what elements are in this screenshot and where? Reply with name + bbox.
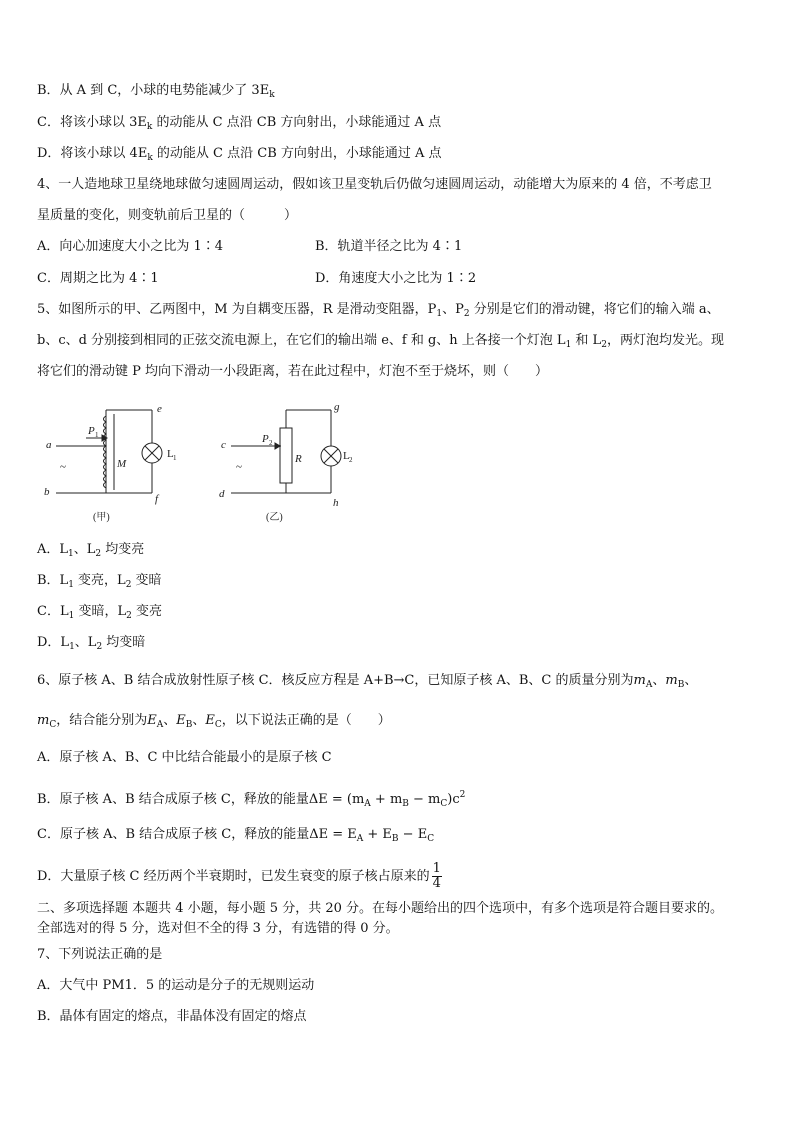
label-p1: P: [88, 425, 95, 437]
q6-stem-line1: 6、原子核 A、B 结合成放射性原子核 C．核反应方程是 A+B→C，已知原子核 A、B、C 的质量分别为$m_A$、$m_B$、: [37, 673, 698, 690]
section2-heading-line1: 二、多项选择题 本题共 4 小题，每小题 5 分，共 20 分。在每小题给出的四个选项中，有多个选项是符合题目要求的。: [37, 901, 724, 916]
label-h: h: [333, 497, 339, 509]
label-g: g: [334, 401, 340, 413]
q4-stem-line2: 星质量的变化，则变轨前后卫星的（ ）: [37, 208, 298, 223]
q6-option-b: B．原子核 A、B 结合成原子核 C，释放的能量$\Delta E = (m_A + m_B - m_C)c^2$: [37, 790, 466, 809]
label-l1: L: [167, 448, 174, 460]
q7-option-b: B．晶体有固定的熔点，非晶体没有固定的熔点: [37, 1009, 307, 1024]
q5-option-b: B．$L_1$ 变亮，$L_2$ 变暗: [37, 573, 162, 590]
q4-option-b: B．轨道半径之比为 4∶1: [315, 239, 463, 254]
circuit-yi: [231, 410, 341, 493]
label-p2: P: [262, 433, 269, 445]
section2-heading-line2: 全部选对的得 5 分，选对但不全的得 3 分，有选错的得 0 分。: [37, 921, 399, 936]
label-c: c: [221, 439, 226, 451]
circuit-jia: [56, 410, 162, 493]
q5-option-a: A．$L_1$、$L_2$ 均变亮: [37, 542, 145, 559]
fraction-one-quarter: $\frac{1}{4}$: [432, 861, 441, 891]
label-b: b: [44, 486, 50, 498]
q6-stem-line2: $m_C$，结合能分别为$E_A$、$E_B$、$E_C$，以下说法正确的是（ ）: [37, 713, 391, 730]
q3-option-c: C．将该小球以 $3E_k$ 的动能从 C 点沿 CB 方向射出，小球能通过 A 点: [37, 115, 442, 132]
q5-stem-line1: 5、如图所示的甲、乙两图中，M 为自耦变压器，R 是滑动变阻器，$P_1$、$P_2$ 分别是它们的滑动键，将它们的输入端 a、: [37, 302, 720, 319]
label-p1-sub: 1: [95, 431, 99, 439]
label-l1-sub: 1: [173, 454, 177, 462]
label-p2-sub: 2: [269, 439, 273, 447]
q4-stem-line1: 4、一人造地球卫星绕地球做匀速圆周运动，假如该卫星变轨后仍做匀速圆周运动，动能增大为原来的 4 倍，不考虑卫: [37, 177, 712, 192]
label-a: a: [46, 439, 52, 451]
q3-option-b: B．从 A 到 C，小球的电势能减少了 $3E_k$: [37, 83, 275, 100]
q4-option-d: D．角速度大小之比为 1∶2: [315, 271, 477, 286]
label-e: e: [157, 403, 162, 415]
caption-jia: (甲): [93, 512, 110, 523]
q5-stem-line3: 将它们的滑动键 P 均向下滑动一小段距离，若在此过程中，灯泡不至于烧坏，则（ ）: [37, 364, 549, 379]
label-r: R: [295, 453, 302, 465]
q6-option-d: D．大量原子核 C 经历两个半衰期时，已发生衰变的原子核占原来的 $\frac{1}{4}$: [37, 861, 441, 891]
caption-yi: (乙): [266, 512, 283, 523]
q6-option-a: A．原子核 A、B、C 中比结合能最小的是原子核 C: [37, 750, 332, 765]
label-tilde-yi: ~: [236, 461, 242, 473]
label-l2: L: [343, 450, 350, 462]
q3-option-d: D．将该小球以 $4E_k$ 的动能从 C 点沿 CB 方向射出，小球能通过 A 点: [37, 146, 442, 163]
q5-option-c: C．$L_1$ 变暗，$L_2$ 变亮: [37, 604, 162, 621]
q6-option-c: C．原子核 A、B 结合成原子核 C，释放的能量$\Delta E = E_A + E_B - E_C$: [37, 827, 435, 844]
label-l2-sub: 2: [349, 456, 353, 464]
label-f: f: [155, 493, 159, 505]
label-m: M: [117, 458, 127, 470]
label-tilde-jia: ~: [60, 461, 66, 473]
q4-option-c: C．周期之比为 4∶1: [37, 271, 159, 286]
q5-stem-line2: b、c、d 分别接到相同的正弦交流电源上，在它们的输出端 e、f 和 g、h 上各接一个灯泡 $L_1$ 和 $L_2$，两灯泡均发光。现: [37, 333, 724, 350]
transformer-circuit-figure: [36, 398, 366, 528]
q7-stem: 7、下列说法正确的是: [37, 947, 163, 962]
q7-option-a: A．大气中 PM1．5 的运动是分子的无规则运动: [37, 978, 315, 993]
label-d: d: [219, 488, 225, 500]
q4-option-a: A．向心加速度大小之比为 1∶4: [37, 239, 224, 254]
circuit-jia-labels: [44, 403, 177, 523]
q5-option-d: D．$L_1$、$L_2$ 均变暗: [37, 635, 146, 652]
